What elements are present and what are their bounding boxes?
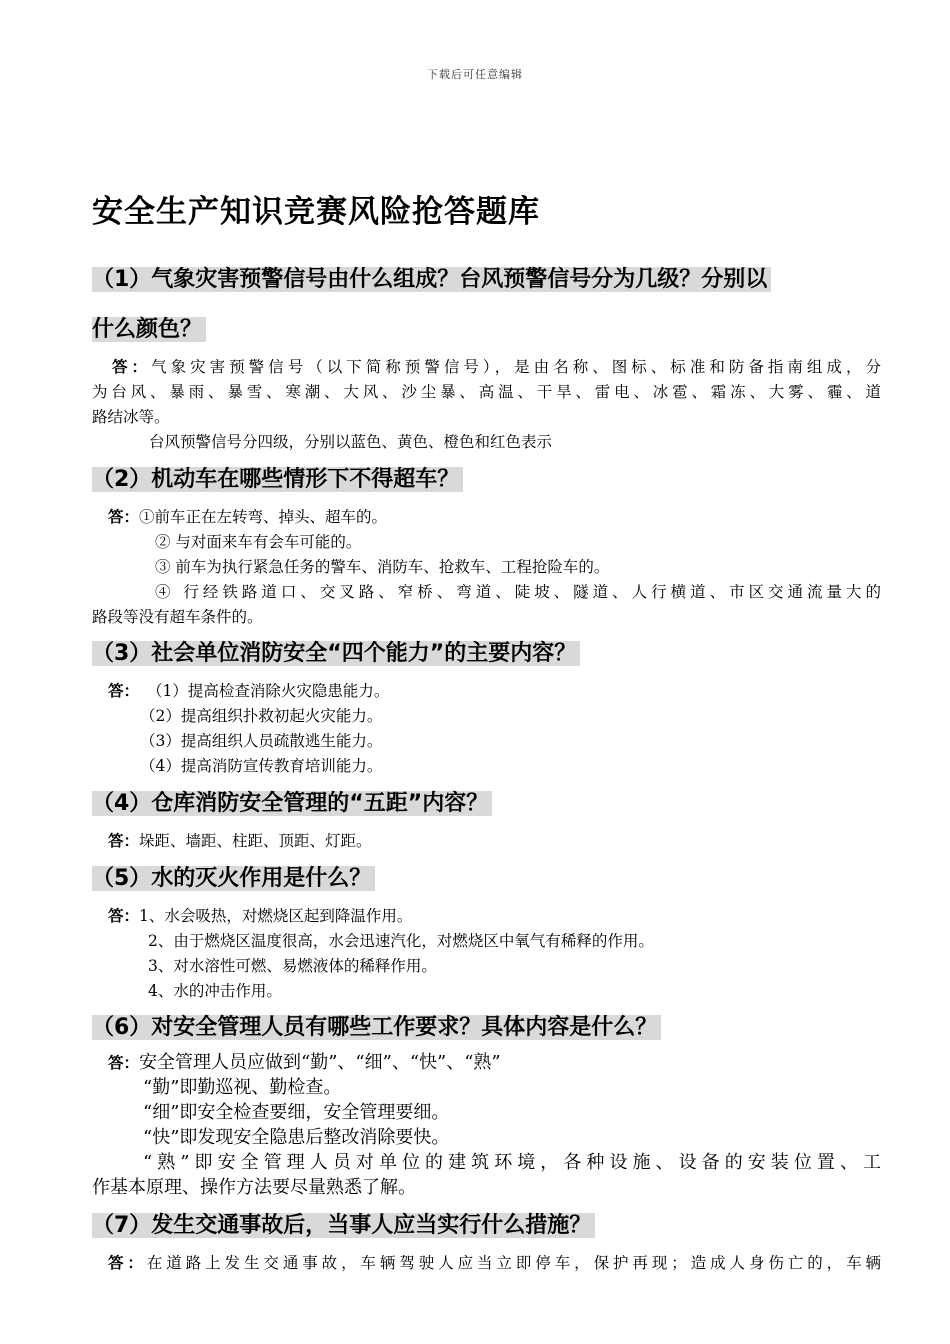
answer-6-line-1: 答：安全管理人员应做到“勤”、“细”、“快”、“熟” [108,1052,501,1073]
answer-label: 答： [108,1253,147,1272]
answer-5-line-1: 答：1、水会吸热，对燃烧区起到降温作用。 [108,906,413,925]
question-4-text: （4）仓库消防安全管理的“五距”内容？ [92,791,492,816]
answer-3-line-3: （3）提高组织人员疏散逃生能力。 [140,732,383,750]
answer-label: 答： [108,357,152,376]
answer-3-line-1: 答： （1）提高检查消除火灾隐患能力。 [108,681,390,700]
answer-2-line-2: ② 与对面来车有会车可能的。 [155,533,362,551]
answer-3-line-4: （4）提高消防宣传教育培训能力。 [140,757,383,775]
answer-1-line-4: 台风预警信号分四级，分别以蓝色、黄色、橙色和红色表示 [149,433,553,451]
answer-label: 答： [108,681,140,700]
question-5 [92,865,375,893]
answer-label: 答： [108,831,140,850]
question-6-text: （6）对安全管理人员有哪些工作要求？具体内容是什么？ [92,1015,661,1040]
question-3-text: （3）社会单位消防安全“四个能力”的主要内容？ [92,641,580,666]
answer-7-line-1: 答：在道路上发生交通事故，车辆驾驶人应当立即停车，保护再现；造成人身伤亡的，车辆 [108,1253,881,1272]
question-1-text-1: （1）气象灾害预警信号由什么组成？台风预警信号分为几级？分别以 [92,267,771,292]
question-7-text: （7）发生交通事故后，当事人应当实行什么措施？ [92,1213,595,1238]
question-1-line-1 [92,266,771,294]
answer-5-line-2: 2、由于燃烧区温度很高，水会迅速汽化，对燃烧区中氧气有稀释的作用。 [148,932,654,950]
answer-6-line-6: 作基本原理、操作方法要尽量熟悉了解。 [92,1177,416,1198]
answer-2-line-5: 路段等没有超车条件的。 [92,608,263,626]
question-6 [92,1014,661,1042]
answer-6-line-5: “熟”即安全管理人员对单位的建筑环境，各种设施、设备的安装位置、工 [143,1152,881,1173]
answer-1-line-2: 为台风、暴雨、暴雪、寒潮、大风、沙尘暴、高温、干旱、雷电、冰雹、霜冻、大雾、霾、道 [92,383,881,401]
answer-5-line-3: 3、对水溶性可燃、易燃液体的稀释作用。 [148,957,437,975]
answer-3-line-2: （2）提高组织扑救初起火灾能力。 [140,707,383,725]
answer-5-line-4: 4、水的冲击作用。 [148,982,282,1000]
answer-2-line-1: 答：①前车正在左转弯、掉头、超车的。 [108,507,388,526]
answer-1-line-3: 路结冰等。 [92,408,170,426]
answer-label: 答： [108,1053,140,1072]
answer-2-line-4: ④ 行经铁路道口、交叉路、窄桥、弯道、陡坡、隧道、人行横道、市区交通流量大的 [155,583,881,601]
question-4 [92,790,492,818]
answer-2-line-3: ③ 前车为执行紧急任务的警车、消防车、抢救车、工程抢险车的。 [155,558,610,576]
header-note: 下载后可任意编辑 [427,68,523,81]
answer-1-line-1: 答：气象灾害预警信号（以下简称预警信号），是由名称、图标、标准和防备指南组成，分 [108,357,881,376]
answer-4-line-1: 答：垛距、墙距、柱距、顶距、灯距。 [108,831,372,850]
question-2 [92,466,463,494]
answer-label: 答： [108,906,140,925]
question-3 [92,640,580,668]
question-7 [92,1212,595,1240]
answer-6-line-2: “勤”即勤巡视、勤检查。 [143,1077,342,1098]
question-1-line-2 [92,316,206,344]
answer-6-line-4: “快”即发现安全隐患后整改消除要快。 [143,1127,450,1148]
question-5-text: （5）水的灭火作用是什么？ [92,866,375,891]
answer-label: 答： [108,507,140,526]
question-1-text-2: 什么颜色？ [92,317,206,342]
question-2-text: （2）机动车在哪些情形下不得超车？ [92,467,463,492]
page-title: 安全生产知识竞赛风险抢答题库 [92,194,540,230]
answer-6-line-3: “细”即安全检查要细，安全管理要细。 [143,1102,450,1123]
